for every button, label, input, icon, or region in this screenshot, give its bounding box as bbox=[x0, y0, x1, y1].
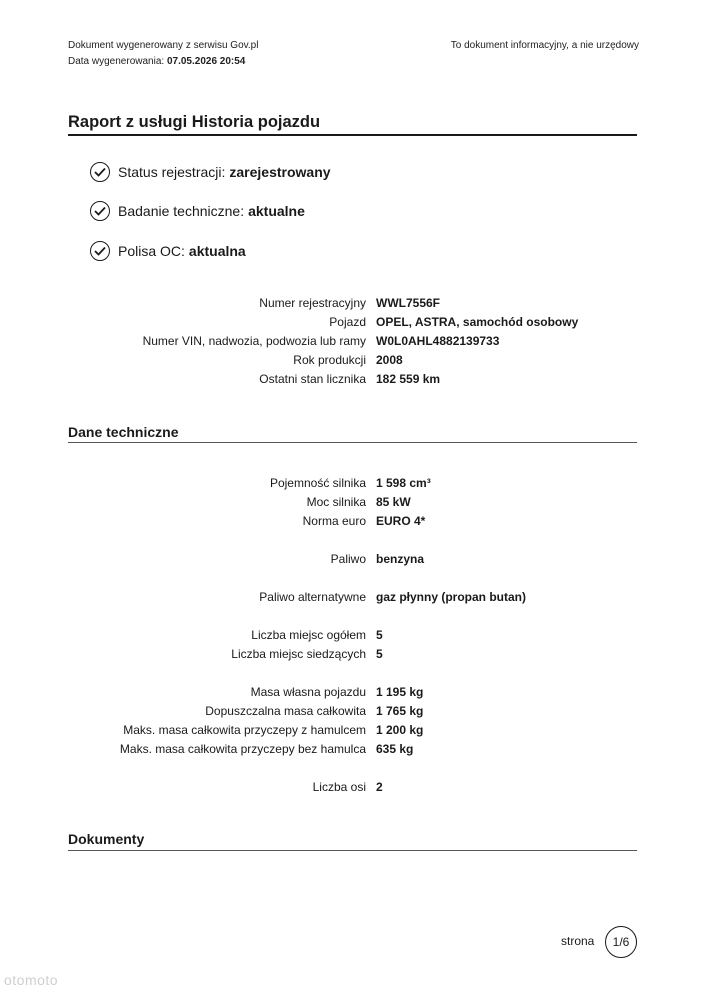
field-label: Liczba osi bbox=[312, 780, 366, 794]
field-value: EURO 4* bbox=[376, 514, 426, 528]
watermark-logo: otomoto bbox=[4, 972, 59, 988]
status-label: Polisa OC: bbox=[118, 243, 185, 259]
field-label: Rok produkcji bbox=[293, 353, 366, 367]
field-value: WWL7556F bbox=[376, 296, 441, 310]
tech-row bbox=[0, 495, 707, 513]
generation-date-label: Data wygenerowania: bbox=[68, 56, 165, 67]
vehicle-row bbox=[0, 334, 707, 352]
tech-row bbox=[0, 704, 707, 722]
page-label: strona bbox=[561, 934, 595, 948]
field-label: Liczba miejsc ogółem bbox=[251, 628, 366, 642]
field-value: 5 bbox=[376, 628, 383, 642]
field-label: Numer rejestracyjny bbox=[259, 296, 366, 310]
field-label: Dopuszczalna masa całkowita bbox=[205, 704, 366, 718]
field-label: Liczba miejsc siedzących bbox=[231, 647, 366, 661]
section-divider bbox=[68, 442, 637, 443]
page-title: Raport z usługi Historia pojazdu bbox=[68, 113, 321, 131]
status-label: Status rejestracji: bbox=[118, 164, 226, 180]
check-circle-icon bbox=[90, 241, 110, 261]
field-value: W0L0AHL4882139733 bbox=[376, 334, 500, 348]
field-label: Pojemność silnika bbox=[269, 476, 366, 490]
tech-row bbox=[0, 514, 707, 532]
status-label: Badanie techniczne: bbox=[118, 203, 245, 219]
status-value: zarejestrowany bbox=[229, 164, 331, 180]
field-label: Moc silnika bbox=[306, 495, 366, 509]
field-value: 85 kW bbox=[376, 495, 411, 509]
vehicle-row bbox=[0, 353, 707, 371]
field-label: Numer VIN, nadwozia, podwozia lub ramy bbox=[142, 334, 366, 348]
tech-row bbox=[0, 723, 707, 741]
field-label: Pojazd bbox=[329, 315, 366, 329]
section-title-technical: Dane techniczne bbox=[68, 424, 179, 440]
section-title-documents: Dokumenty bbox=[68, 831, 145, 847]
vehicle-row bbox=[0, 372, 707, 390]
field-label: Maks. masa całkowita przyczepy bez hamulca bbox=[119, 742, 366, 756]
tech-row bbox=[0, 685, 707, 703]
field-value: 182 559 km bbox=[376, 372, 441, 386]
field-value: 1 765 kg bbox=[376, 704, 424, 718]
field-label: Norma euro bbox=[302, 514, 366, 528]
page-number: 1/6 bbox=[612, 935, 630, 949]
field-value: 635 kg bbox=[376, 742, 414, 756]
field-value: gaz płynny (propan butan) bbox=[376, 590, 526, 604]
section-divider bbox=[68, 850, 637, 851]
tech-row bbox=[0, 476, 707, 494]
field-label: Paliwo bbox=[330, 552, 366, 566]
check-circle-icon bbox=[90, 201, 110, 221]
page-number-badge bbox=[605, 926, 637, 958]
status-value: aktualna bbox=[188, 243, 246, 259]
generation-date bbox=[68, 56, 245, 67]
field-label: Ostatni stan licznika bbox=[259, 372, 366, 386]
disclaimer-text: To dokument informacyjny, a nie urzędowy bbox=[450, 40, 639, 51]
status-value: aktualne bbox=[248, 203, 305, 219]
field-value: 1 200 kg bbox=[376, 723, 424, 737]
generation-date-value: 07.05.2026 20:54 bbox=[166, 56, 246, 67]
generated-from-text: Dokument wygenerowany z serwisu Gov.pl bbox=[68, 40, 259, 51]
tech-row bbox=[0, 552, 707, 570]
status-insurance bbox=[90, 239, 246, 263]
field-value: OPEL, ASTRA, samochód osobowy bbox=[376, 315, 579, 329]
vehicle-row bbox=[0, 315, 707, 333]
tech-row bbox=[0, 628, 707, 646]
title-divider bbox=[68, 134, 637, 136]
field-value: benzyna bbox=[376, 552, 425, 566]
check-circle-icon bbox=[90, 162, 110, 182]
field-value: 5 bbox=[376, 647, 383, 661]
tech-row bbox=[0, 590, 707, 608]
field-label: Paliwo alternatywne bbox=[259, 590, 366, 604]
field-label: Masa własna pojazdu bbox=[250, 685, 366, 699]
field-value: 1 598 cm³ bbox=[376, 476, 431, 490]
status-inspection bbox=[90, 199, 305, 223]
field-value: 1 195 kg bbox=[376, 685, 424, 699]
tech-row bbox=[0, 780, 707, 798]
status-registration bbox=[90, 160, 331, 184]
field-label: Maks. masa całkowita przyczepy z hamulcem bbox=[123, 723, 366, 737]
tech-row bbox=[0, 742, 707, 760]
vehicle-row bbox=[0, 296, 707, 314]
field-value: 2 bbox=[376, 780, 383, 794]
field-value: 2008 bbox=[376, 353, 403, 367]
tech-row bbox=[0, 647, 707, 665]
